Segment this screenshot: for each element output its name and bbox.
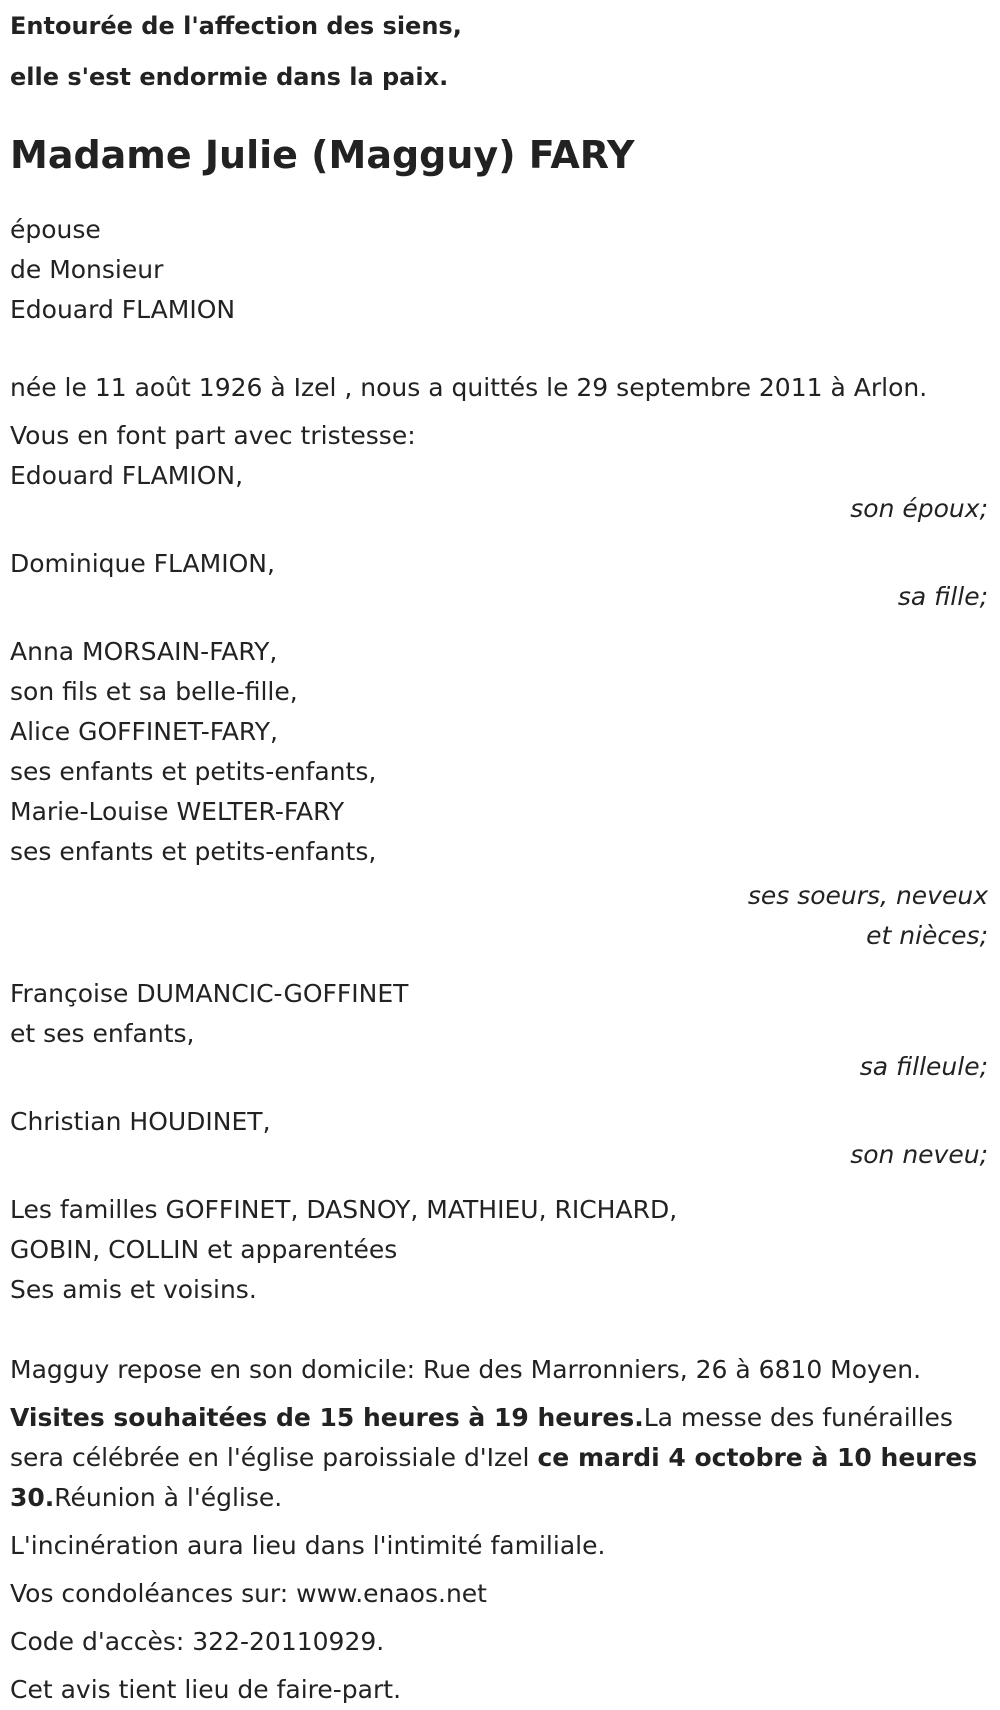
family-relation: son fils et sa belle-fille, bbox=[10, 677, 298, 706]
family-group-2 bbox=[10, 544, 990, 610]
spouse-line-2: de Monsieur bbox=[10, 255, 164, 284]
family-member: Anna MORSAIN-FARY, bbox=[10, 637, 278, 666]
family-relation: ses enfants et petits-enfants, bbox=[10, 837, 377, 866]
family-role: et nièces; bbox=[866, 921, 988, 950]
family-role: sa filleule; bbox=[859, 1052, 988, 1081]
mass-info: La messe des funérailles sera célébrée en l'église paroissiale d'Izel bbox=[10, 1403, 953, 1472]
visits-hours: Visites souhaitées de 15 heures à 19 heures. bbox=[10, 1403, 644, 1432]
announcement: Vous en font part avec tristesse: bbox=[10, 421, 416, 450]
family-role: son neveu; bbox=[850, 1140, 988, 1169]
funeral-details bbox=[10, 1398, 990, 1518]
domicile-line: Magguy repose en son domicile: Rue des Marronniers, 26 à 6810 Moyen. bbox=[10, 1355, 922, 1384]
intro-line-2: elle s'est endormie dans la paix. bbox=[10, 63, 449, 91]
family-member: Christian HOUDINET, bbox=[10, 1107, 271, 1136]
friends-line: Ses amis et voisins. bbox=[10, 1275, 257, 1304]
incineration-line: L'incinération aura lieu dans l'intimité familiale. bbox=[10, 1531, 606, 1560]
family-member: Françoise DUMANCIC-GOFFINET bbox=[10, 979, 409, 1008]
family-group-5 bbox=[10, 1102, 990, 1168]
family-member: Edouard FLAMION, bbox=[10, 461, 244, 490]
family-member: Alice GOFFINET-FARY, bbox=[10, 717, 278, 746]
spouse-block bbox=[10, 210, 990, 330]
family-member: Marie-Louise WELTER-FARY bbox=[10, 797, 345, 826]
dates-line: née le 11 août 1926 à Izel , nous a quittés le 29 septembre 2011 à Arlon. bbox=[10, 373, 928, 402]
family-role: sa fille; bbox=[897, 582, 988, 611]
deceased-name: Madame Julie (Magguy) FARY bbox=[10, 133, 635, 177]
condolences-line: Vos condoléances sur: www.enaos.net bbox=[10, 1579, 487, 1608]
family-member: Dominique FLAMION, bbox=[10, 549, 275, 578]
family-group-1 bbox=[10, 456, 990, 522]
family-group-4 bbox=[10, 974, 990, 1080]
family-group-6 bbox=[10, 1190, 990, 1310]
spouse-line-3: Edouard FLAMION bbox=[10, 295, 236, 324]
family-relation: et ses enfants, bbox=[10, 1019, 195, 1048]
family-member: Les familles GOFFINET, DASNOY, MATHIEU, RICHARD, bbox=[10, 1195, 678, 1224]
intro-line-1: Entourée de l'affection des siens, bbox=[10, 12, 462, 40]
family-relation: ses enfants et petits-enfants, bbox=[10, 757, 377, 786]
notice-line: Cet avis tient lieu de faire-part. bbox=[10, 1675, 402, 1704]
access-code-line: Code d'accès: 322-20110929. bbox=[10, 1627, 385, 1656]
family-group-3 bbox=[10, 632, 990, 956]
meeting-info: Réunion à l'église. bbox=[54, 1483, 283, 1512]
family-role: son époux; bbox=[850, 494, 988, 523]
family-member: GOBIN, COLLIN et apparentées bbox=[10, 1235, 398, 1264]
mass-date: ce mardi 4 octobre à 10 heures 30. bbox=[10, 1443, 978, 1512]
family-role: ses soeurs, neveux bbox=[747, 881, 988, 910]
spouse-line-1: épouse bbox=[10, 215, 101, 244]
